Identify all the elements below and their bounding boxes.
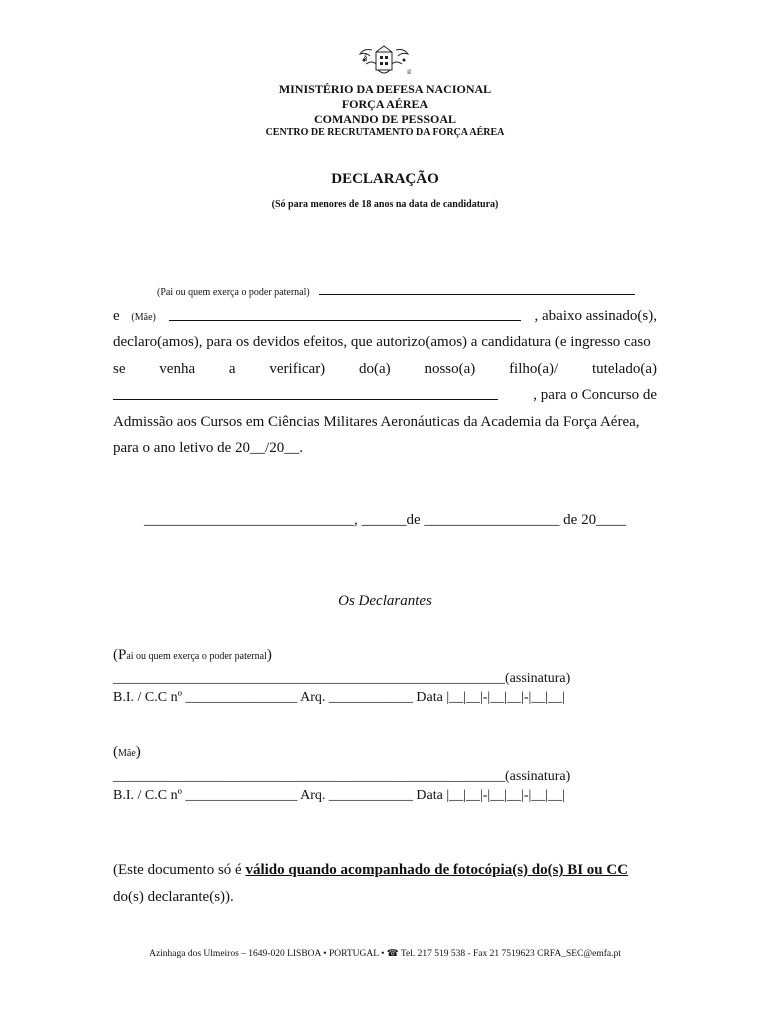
validity-note-line-2: do(s) declarante(s)).: [113, 889, 234, 905]
father-signature-line: [113, 671, 570, 687]
document-subtitle: (Só para menores de 18 anos na data de candidatura): [271, 199, 499, 210]
mother-line: [113, 308, 657, 325]
footer-contacts: Tel. 217 519 538 - Fax 21 7519623 CRFA_SEC@emfa.pt: [400, 949, 621, 959]
mother-name-field[interactable]: [169, 308, 521, 321]
mother-label: (Mãe): [131, 312, 156, 323]
svg-text:♕: ♕: [406, 68, 413, 76]
header-command: COMANDO DE PESSOAL: [313, 112, 456, 126]
signed-below-text: , abaixo assinado(s),: [534, 308, 657, 324]
body-line-7: para o ano letivo de 20__/20__.: [113, 440, 303, 456]
place-date-line: [144, 512, 626, 529]
footer-address: Azinhaga dos Ulmeiros – 1649-020 LISBOA: [149, 949, 321, 959]
footer: [0, 948, 770, 959]
contest-text: , para o Concurso de: [533, 387, 657, 403]
year-separator: de 20____: [559, 512, 627, 528]
mother-id-line[interactable]: B.I. / C.C nº ________________ Arq. ____________ Data |__|__|-|__|__|-|__|__|: [113, 788, 565, 803]
body-line-6: Admissão aos Cursos em Ciências Militares Aeronáuticas da Academia da Força Aérea,: [113, 414, 640, 430]
word: do(a): [358, 361, 391, 377]
father-label: (Pai ou quem exerça o poder paternal): [157, 287, 310, 298]
word: filho(a)/: [509, 361, 559, 377]
header-air-force: FORÇA AÉREA: [341, 97, 429, 111]
father-signature-field[interactable]: ________________________________________________________: [113, 671, 505, 686]
phone-icon: ☎: [386, 949, 399, 959]
validity-note-line-1: (Este documento só é válido quando acompanhado de fotocópia(s) do(s) BI ou CC: [113, 862, 629, 878]
child-name-field[interactable]: [113, 387, 498, 400]
document-title: DECLARAÇÃO: [331, 171, 439, 187]
place-field[interactable]: ____________________________: [144, 512, 354, 528]
body-line-5: [113, 387, 657, 404]
header-ministry: MINISTÉRIO DA DEFESA NACIONAL: [278, 82, 492, 96]
father-line: [157, 282, 635, 300]
validity-emphasis: válido quando acompanhado de fotocópia(s) do(s) BI ou CC: [245, 862, 629, 878]
and-word: e: [113, 308, 120, 324]
mother-signature-field[interactable]: ________________________________________________________: [113, 769, 505, 784]
signature-suffix: (assinatura): [505, 769, 571, 784]
signature-suffix: (assinatura): [505, 671, 571, 686]
word: venha: [159, 361, 196, 377]
father-id-line[interactable]: B.I. / C.C nº ________________ Arq. ____________ Data |__|__|-|__|__|-|__|__|: [113, 690, 565, 705]
body-line-3: declaro(amos), para os devidos efeitos, que autorizo(amos) a candidatura (e ingresso caso: [113, 334, 651, 350]
header-recruitment-center: CENTRO DE RECRUTAMENTO DA FORÇA AÉREA: [265, 127, 505, 138]
father-signature-label: (Pai ou quem exerça o poder paternal): [113, 647, 272, 663]
mother-signature-label: (Mãe): [113, 744, 141, 760]
declarants-heading: Os Declarantes: [338, 593, 432, 609]
bullet: •: [323, 949, 327, 959]
father-name-field[interactable]: [319, 282, 635, 295]
month-field[interactable]: __________________: [424, 512, 560, 528]
word: a: [228, 361, 236, 377]
day-separator: , ______de: [354, 512, 425, 528]
mother-signature-line: [113, 769, 570, 785]
word: se: [113, 361, 126, 377]
footer-country: PORTUGAL: [328, 949, 379, 959]
word: nosso(a): [424, 361, 476, 377]
svg-text:§: §: [364, 54, 368, 62]
word: verificar): [269, 361, 326, 377]
bullet: •: [381, 949, 385, 959]
coat-of-arms-emblem: [352, 44, 416, 78]
word: tutelado(a): [592, 361, 657, 377]
body-line-4: [113, 361, 657, 378]
